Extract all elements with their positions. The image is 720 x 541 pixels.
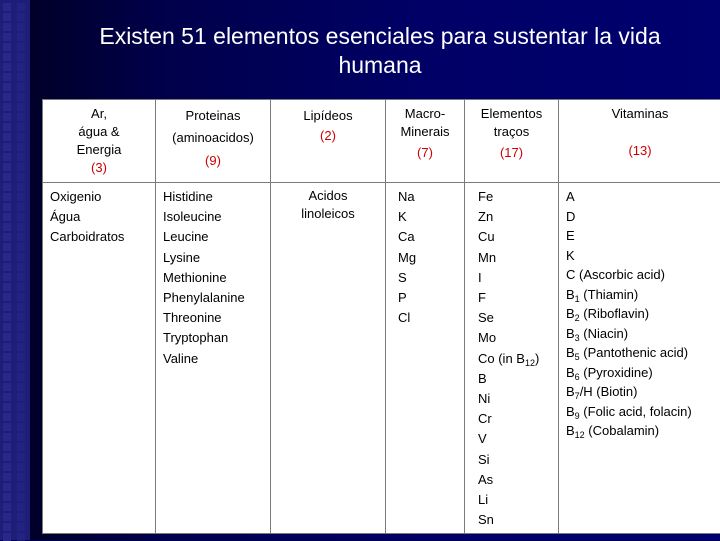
decorative-square [17, 203, 25, 211]
decorative-square [17, 143, 25, 151]
decorative-square [17, 183, 25, 191]
decorative-square [3, 403, 11, 411]
decorative-square [17, 123, 25, 131]
list-item: K [566, 246, 713, 266]
decorative-square [3, 43, 11, 51]
decorative-square [3, 513, 11, 521]
list-item: $B_1$ (Thiamin) [566, 285, 713, 305]
header-label: Elementos traços [465, 100, 558, 141]
decorative-square [3, 473, 11, 481]
column-elementos-tracos [465, 183, 559, 534]
decorative-square [3, 293, 11, 301]
decorative-square [3, 223, 11, 231]
decorative-square [3, 143, 11, 151]
decorative-square [17, 503, 25, 511]
decorative-square [17, 53, 25, 61]
decorative-square [17, 43, 25, 51]
decorative-square [17, 243, 25, 251]
decorative-square [17, 173, 25, 181]
decorative-square [17, 433, 25, 441]
decorative-square [17, 313, 25, 321]
decorative-square [3, 483, 11, 491]
decorative-square [17, 493, 25, 501]
decorative-square [3, 93, 11, 101]
list-item: Methionine [163, 268, 270, 288]
decorative-square [17, 273, 25, 281]
list-item: Valine [163, 349, 270, 369]
list-item: D [566, 207, 713, 227]
header-label: Macro- Minerais [386, 100, 464, 141]
list-item: Se [478, 308, 558, 328]
list-item: C (Ascorbic acid) [566, 265, 713, 285]
column-lipideos [271, 183, 386, 534]
table-body-row [43, 183, 720, 534]
list-item: Fe [478, 187, 558, 207]
decorative-square [17, 403, 25, 411]
list-item: Mn [478, 248, 558, 268]
decorative-square [17, 363, 25, 371]
decorative-square [17, 73, 25, 81]
decorative-square [17, 93, 25, 101]
list-item: Cr [478, 409, 558, 429]
list-item: K [398, 207, 464, 227]
header-cell-macrominerais [386, 100, 465, 183]
decorative-square [17, 473, 25, 481]
column-macrominerais [386, 183, 465, 534]
list-item: B [478, 369, 558, 389]
list-item: Mo [478, 328, 558, 348]
decorative-square [17, 113, 25, 121]
essential-elements-table [42, 99, 720, 534]
decorative-square [17, 523, 25, 531]
header-count: (17) [465, 141, 558, 162]
decorative-square [3, 163, 11, 171]
decorative-square [17, 353, 25, 361]
list-item: Ni [478, 389, 558, 409]
decorative-square [3, 493, 11, 501]
decorative-square [3, 133, 11, 141]
decorative-square [3, 423, 11, 431]
header-count: (7) [386, 141, 464, 162]
decorative-square [3, 263, 11, 271]
decorative-square [17, 3, 25, 11]
list-item: $B_9$ (Folic acid, folacin) [566, 402, 713, 422]
list-item: V [478, 429, 558, 449]
decorative-square [3, 443, 11, 451]
decorative-square [3, 73, 11, 81]
decorative-square [17, 23, 25, 31]
list-item: A [566, 187, 713, 207]
list-item: P [398, 288, 464, 308]
decorative-square [17, 63, 25, 71]
slide-title: Existen 51 elementos esenciales para sustentar la vida humana [60, 22, 700, 80]
decorative-square-strip [0, 0, 30, 540]
decorative-square [17, 463, 25, 471]
decorative-square [17, 263, 25, 271]
list-item: linoleicos [271, 205, 385, 223]
decorative-square [3, 283, 11, 291]
decorative-square [3, 193, 11, 201]
list-item: $B_{12}$ (Cobalamin) [566, 421, 713, 441]
decorative-square [3, 103, 11, 111]
decorative-square [3, 323, 11, 331]
decorative-square [3, 523, 11, 531]
list-item: Na [398, 187, 464, 207]
header-count: (2) [271, 127, 385, 145]
list-item: Co (in $B_{12}$) [478, 349, 558, 369]
list-item: Sn [478, 510, 558, 530]
decorative-square [17, 103, 25, 111]
decorative-square [17, 303, 25, 311]
decorative-square [17, 253, 25, 261]
list-item: Zn [478, 207, 558, 227]
list-item: $B_5$ (Pantothenic acid) [566, 343, 713, 363]
list-item: Cu [478, 227, 558, 247]
decorative-square [3, 463, 11, 471]
column-proteinas [156, 183, 271, 534]
decorative-square [17, 323, 25, 331]
decorative-square [17, 343, 25, 351]
decorative-square [3, 153, 11, 161]
decorative-square [3, 413, 11, 421]
list-item: Si [478, 450, 558, 470]
list-item: Leucine [163, 227, 270, 247]
decorative-square [3, 303, 11, 311]
decorative-square [3, 233, 11, 241]
decorative-square [3, 333, 11, 341]
decorative-square [3, 123, 11, 131]
decorative-square [17, 513, 25, 521]
decorative-square [17, 233, 25, 241]
list-item: $B_2$ (Riboflavin) [566, 304, 713, 324]
list-item: S [398, 268, 464, 288]
decorative-square [17, 13, 25, 21]
decorative-square [3, 433, 11, 441]
list-item: Histidine [163, 187, 270, 207]
decorative-square [3, 173, 11, 181]
decorative-square [17, 333, 25, 341]
decorative-square [3, 13, 11, 21]
decorative-square [17, 213, 25, 221]
decorative-square [3, 343, 11, 351]
header-cell-proteinas [156, 100, 271, 183]
decorative-square [17, 293, 25, 301]
decorative-square [3, 393, 11, 401]
decorative-square [3, 453, 11, 461]
decorative-square [3, 33, 11, 41]
decorative-square [3, 23, 11, 31]
decorative-square [17, 483, 25, 491]
decorative-square [17, 373, 25, 381]
decorative-square [3, 3, 11, 11]
decorative-square [3, 113, 11, 121]
header-label: Ar, água & Energia [43, 100, 155, 159]
list-item: Isoleucine [163, 207, 270, 227]
decorative-square [17, 133, 25, 141]
column-ar-agua-energia [43, 183, 156, 534]
decorative-square [3, 273, 11, 281]
list-item: Tryptophan [163, 328, 270, 348]
decorative-square [17, 193, 25, 201]
header-count: (13) [559, 123, 720, 160]
list-item: Acidos [271, 187, 385, 205]
list-item: Lysine [163, 248, 270, 268]
decorative-square [3, 83, 11, 91]
decorative-square [17, 393, 25, 401]
decorative-square [3, 313, 11, 321]
list-item: $B_7/H$ (Biotin) [566, 382, 713, 402]
decorative-square [17, 283, 25, 291]
decorative-square [3, 373, 11, 381]
list-item: Phenylalanine [163, 288, 270, 308]
decorative-square [3, 503, 11, 511]
decorative-square [17, 223, 25, 231]
decorative-square [17, 383, 25, 391]
list-item: F [478, 288, 558, 308]
list-item: I [478, 268, 558, 288]
decorative-square [17, 413, 25, 421]
header-label: Vitaminas [559, 100, 720, 123]
header-count: (3) [43, 159, 155, 177]
list-item: Mg [398, 248, 464, 268]
list-item: Carboidratos [50, 227, 155, 247]
decorative-square [17, 163, 25, 171]
decorative-square [3, 363, 11, 371]
list-item: E [566, 226, 713, 246]
list-item: $B_3$ (Niacin) [566, 324, 713, 344]
header-label: Proteinas (aminoacidos) [156, 100, 270, 149]
decorative-square [17, 33, 25, 41]
decorative-square [3, 253, 11, 261]
header-label: Lipídeos [271, 100, 385, 127]
decorative-square [17, 453, 25, 461]
header-cell-ar-agua-energia [43, 100, 156, 183]
decorative-square [3, 63, 11, 71]
header-cell-vitaminas [559, 100, 720, 183]
list-item: Threonine [163, 308, 270, 328]
decorative-square [17, 423, 25, 431]
decorative-square [3, 183, 11, 191]
table-header-row [43, 100, 720, 183]
decorative-square [3, 213, 11, 221]
decorative-square [3, 353, 11, 361]
decorative-square [3, 53, 11, 61]
decorative-square [17, 153, 25, 161]
decorative-square [3, 203, 11, 211]
column-vitaminas [559, 183, 720, 534]
decorative-square [17, 83, 25, 91]
header-count: (9) [156, 149, 270, 170]
decorative-square [3, 383, 11, 391]
header-cell-lipideos [271, 100, 386, 183]
list-item: Cl [398, 308, 464, 328]
list-item: Ca [398, 227, 464, 247]
decorative-square [17, 443, 25, 451]
list-item: Li [478, 490, 558, 510]
header-cell-elementos-tracos [465, 100, 559, 183]
decorative-square [3, 243, 11, 251]
list-item: As [478, 470, 558, 490]
list-item: $B_6$ (Pyroxidine) [566, 363, 713, 383]
list-item: Oxigenio [50, 187, 155, 207]
list-item: Água [50, 207, 155, 227]
